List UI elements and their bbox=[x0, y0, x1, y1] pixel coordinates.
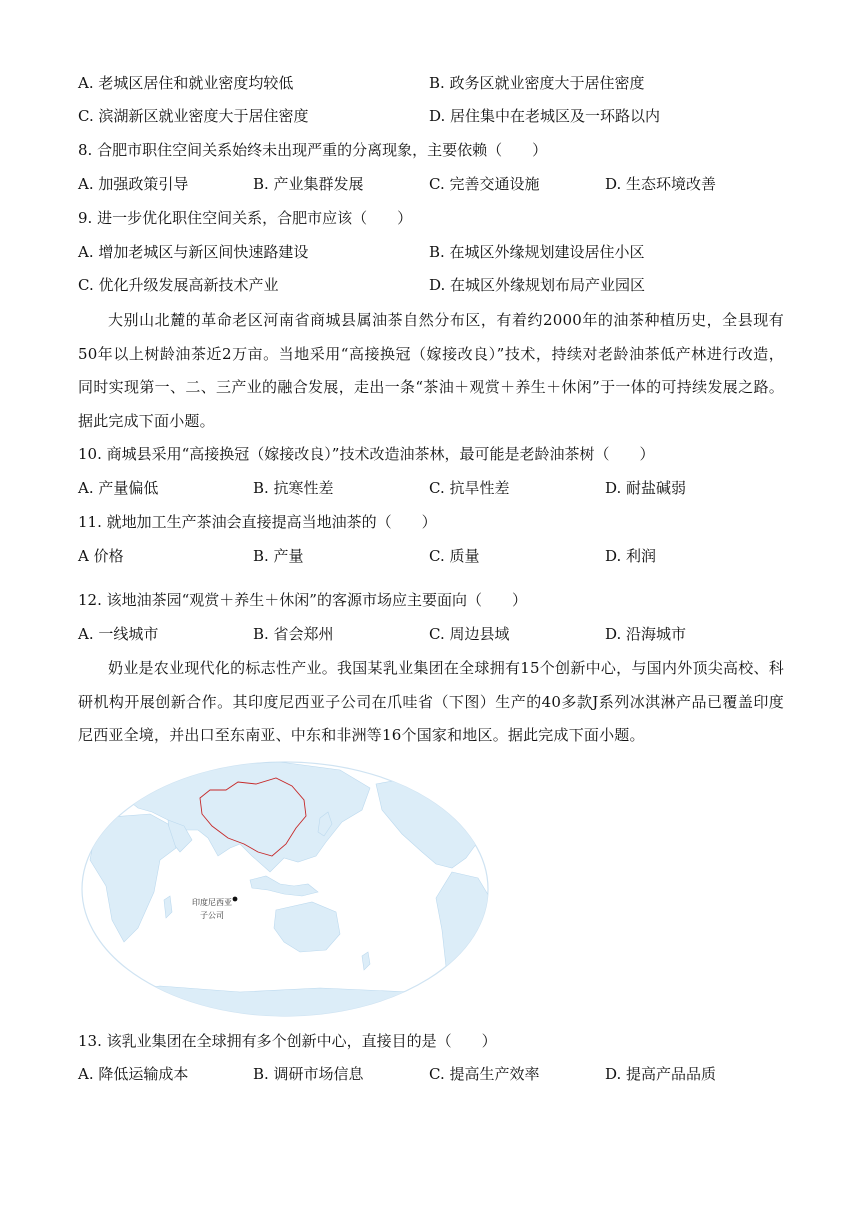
subsidiary-location-dot bbox=[233, 897, 238, 902]
q7-option-c[interactable]: C. 滨湖新区就业密度大于居住密度 bbox=[78, 107, 309, 125]
q9-options-row-2 bbox=[78, 273, 788, 297]
q8-option-a[interactable]: A. 加强政策引导 bbox=[78, 175, 189, 193]
q8-stem: 8. 合肥市职住空间关系始终未出现严重的分离现象，主要依赖（ ） bbox=[78, 141, 548, 159]
q7-options-row-2 bbox=[78, 104, 788, 128]
q13-stem: 13. 该乳业集团在全球拥有多个创新中心，直接目的是（ ） bbox=[78, 1032, 497, 1050]
q7-options-row-1 bbox=[78, 71, 788, 95]
q13-options bbox=[78, 1062, 788, 1086]
q10-options bbox=[78, 476, 788, 500]
q8-option-d[interactable]: D. 生态环境改善 bbox=[605, 175, 717, 193]
q8-option-b[interactable]: B. 产业集群发展 bbox=[253, 175, 364, 193]
q11-option-c[interactable]: C. 质量 bbox=[429, 547, 480, 565]
q12-option-d[interactable]: D. 沿海城市 bbox=[605, 625, 687, 643]
q11-option-b[interactable]: B. 产量 bbox=[253, 547, 304, 565]
q12-options bbox=[78, 622, 788, 646]
q10-stem: 10. 商城县采用“高接换冠（嫁接改良）”技术改造油茶林，最可能是老龄油茶树（ ） bbox=[78, 445, 655, 463]
q12-option-a[interactable]: A. 一线城市 bbox=[78, 625, 159, 643]
q9-option-c[interactable]: C. 优化升级发展高新技术产业 bbox=[78, 276, 279, 294]
q12-option-c[interactable]: C. 周边县域 bbox=[429, 625, 510, 643]
q11-option-d[interactable]: D. 利润 bbox=[605, 547, 657, 565]
world-map bbox=[80, 760, 490, 1018]
q13-option-a[interactable]: A. 降低运输成本 bbox=[78, 1065, 189, 1083]
q7-option-b[interactable]: B. 政务区就业密度大于居住密度 bbox=[429, 74, 645, 92]
subsidiary-label-line-1: 印度尼西亚 bbox=[192, 898, 232, 907]
q10-option-a[interactable]: A. 产量偏低 bbox=[78, 479, 159, 497]
q9-option-b[interactable]: B. 在城区外缘规划建设居住小区 bbox=[429, 243, 645, 261]
q11-options bbox=[78, 544, 788, 568]
q8-options bbox=[78, 172, 788, 196]
q7-option-a[interactable]: A. 老城区居住和就业密度均较低 bbox=[78, 74, 294, 92]
q7-option-d[interactable]: D. 居住集中在老城区及一环路以内 bbox=[429, 107, 661, 125]
q9-stem: 9. 进一步优化职住空间关系，合肥市应该（ ） bbox=[78, 209, 413, 227]
greenland-landmass bbox=[460, 760, 490, 784]
q10-option-c[interactable]: C. 抗旱性差 bbox=[429, 479, 510, 497]
q9-option-d[interactable]: D. 在城区外缘规划布局产业园区 bbox=[429, 276, 646, 294]
q13-option-d[interactable]: D. 提高产品品质 bbox=[605, 1065, 717, 1083]
q11-stem: 11. 就地加工生产茶油会直接提高当地油茶的（ ） bbox=[78, 513, 437, 531]
q13-option-b[interactable]: B. 调研市场信息 bbox=[253, 1065, 364, 1083]
antarctica-landmass bbox=[80, 986, 490, 1018]
passage-oil-tea: 大别山北麓的革命老区河南省商城县属油茶自然分布区，有着约2000年的油茶种植历史，全县现有50年以上树龄油茶近2万亩。当地采用“高接换冠（嫁接改良）”技术，持续对老龄油茶低产林进行改造，同时实现第一、二、三产业的融合发展，走出一条“茶油＋观赏＋养生＋休闲”于一体的可持续发展之路。据此完成下面小题。 bbox=[78, 311, 784, 430]
q10-option-b[interactable]: B. 抗寒性差 bbox=[253, 479, 334, 497]
q12-option-b[interactable]: B. 省会郑州 bbox=[253, 625, 334, 643]
q9-options-row-1 bbox=[78, 240, 788, 264]
q10-option-d[interactable]: D. 耐盐碱弱 bbox=[605, 479, 687, 497]
q8-option-c[interactable]: C. 完善交通设施 bbox=[429, 175, 540, 193]
subsidiary-label-line-2: 子公司 bbox=[200, 911, 224, 920]
q9-option-a[interactable]: A. 增加老城区与新区间快速路建设 bbox=[78, 243, 309, 261]
q11-option-a[interactable]: A 价格 bbox=[78, 547, 124, 565]
south-america-landmass bbox=[436, 872, 490, 986]
passage-dairy: 奶业是农业现代化的标志性产业。我国某乳业集团在全球拥有15个创新中心，与国内外顶尖高校、科研机构开展创新合作。其印度尼西亚子公司在爪哇省（下图）生产的40多款J系列冰淇淋产品已覆盖印度尼西亚全境，并出口至东南亚、中东和非洲等16个国家和地区。据此完成下面小题。 bbox=[78, 659, 784, 744]
q12-stem: 12. 该地油茶园“观赏＋养生＋休闲”的客源市场应主要面向（ ） bbox=[78, 591, 527, 609]
q13-option-c[interactable]: C. 提高生产效率 bbox=[429, 1065, 540, 1083]
